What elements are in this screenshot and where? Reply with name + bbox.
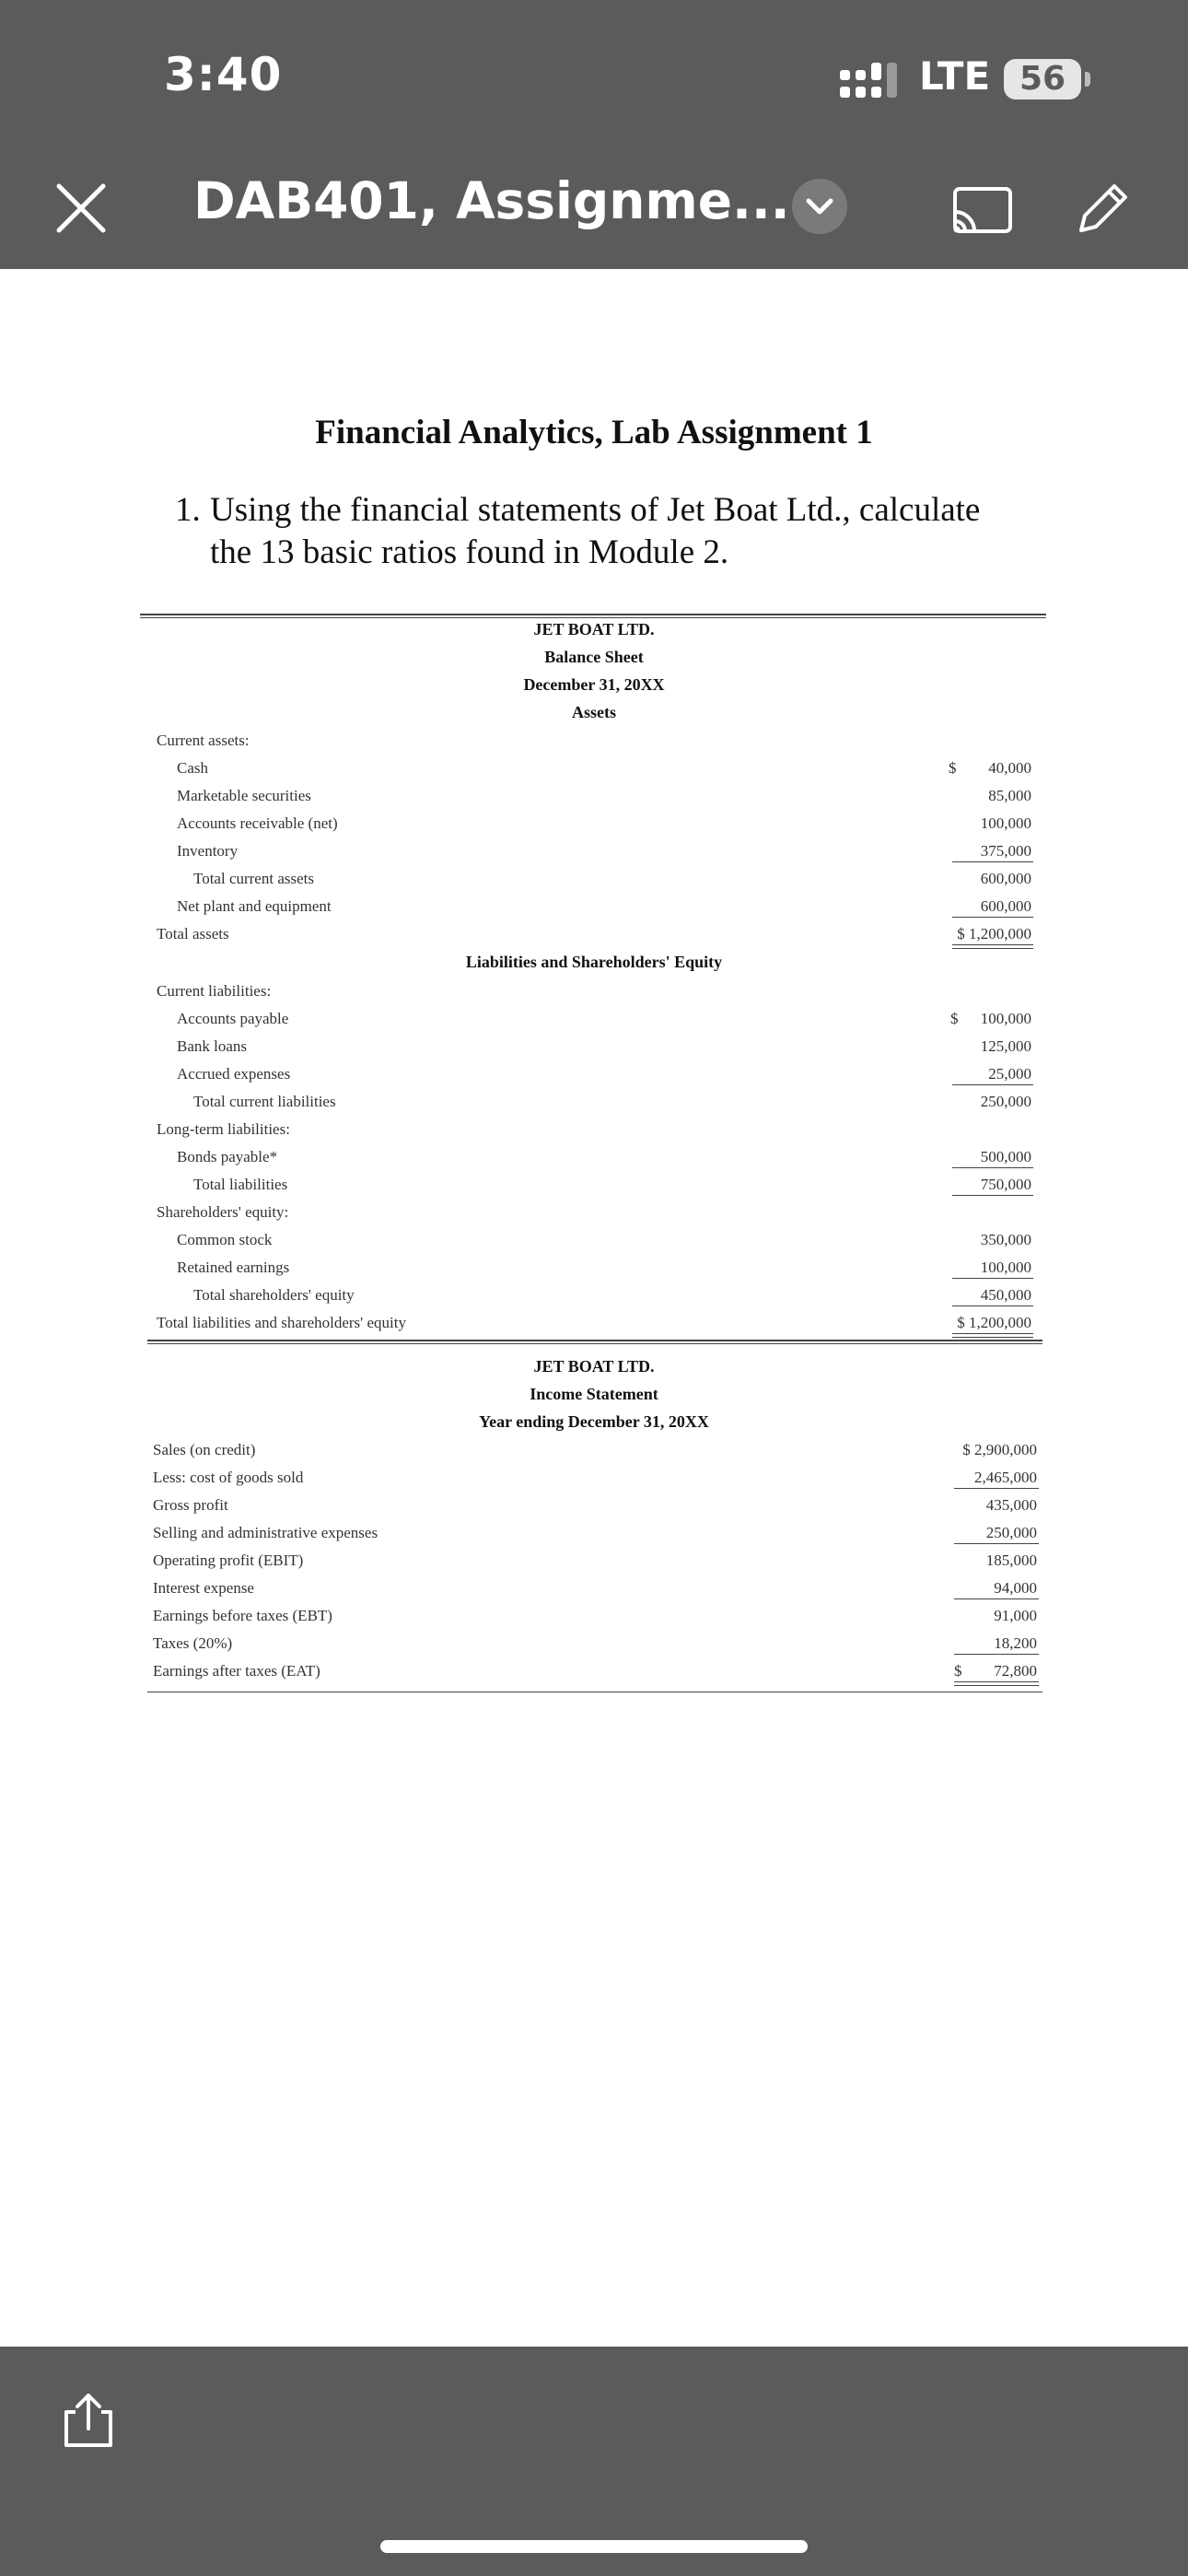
bs-row-value: $ 1,200,000 xyxy=(957,1314,1031,1331)
is-row-value: 2,465,000 xyxy=(974,1469,1037,1486)
edit-pencil-icon[interactable] xyxy=(1072,179,1133,240)
bs-row-label: Total current liabilities xyxy=(193,1093,336,1110)
document-page xyxy=(0,269,1188,2347)
bs-row-label: Cash xyxy=(177,759,208,777)
bs-row-value: 25,000 xyxy=(988,1065,1031,1083)
battery-icon xyxy=(1004,59,1081,100)
is-title: Income Statement xyxy=(530,1385,658,1403)
bs-row-value: 600,000 xyxy=(980,897,1031,915)
bs-row-value: 250,000 xyxy=(980,1093,1031,1110)
bs-row-label: Accrued expenses xyxy=(177,1065,291,1083)
subtotal-underline xyxy=(952,917,1033,918)
is-row-value: 250,000 xyxy=(985,1524,1037,1541)
network-type: LTE xyxy=(919,53,991,99)
bs-row-label: Total current assets xyxy=(193,870,314,887)
is-row-label: Earnings before taxes (EBT) xyxy=(153,1607,332,1624)
bs-row-label: Accounts payable xyxy=(177,1010,289,1027)
total-double-underline xyxy=(954,1685,1039,1686)
total-double-underline xyxy=(952,1333,1033,1334)
income-statement-top-rule-2 xyxy=(147,1343,1042,1344)
bs-row-value: 100,000 xyxy=(980,814,1031,832)
bs-row-label: Total liabilities and shareholders' equity xyxy=(157,1314,406,1331)
is-company: JET BOAT LTD. xyxy=(533,1357,655,1376)
chevron-down-icon[interactable] xyxy=(792,179,847,234)
is-row-value: $ 2,900,000 xyxy=(962,1441,1037,1458)
is-row-label: Earnings after taxes (EAT) xyxy=(153,1662,320,1680)
top-bar xyxy=(0,0,1188,269)
bs-title: Balance Sheet xyxy=(544,648,644,666)
is-row-label: Sales (on credit) xyxy=(153,1441,256,1458)
bs-row-label: Bonds payable* xyxy=(177,1148,278,1165)
bs-row-label: Current liabilities: xyxy=(157,982,272,1000)
subtotal-underline xyxy=(952,1195,1033,1196)
is-row-value: 435,000 xyxy=(985,1496,1037,1514)
total-double-underline xyxy=(952,944,1033,945)
subtotal-underline xyxy=(954,1488,1039,1489)
bs-row-value: 450,000 xyxy=(980,1286,1031,1304)
is-row-label: Gross profit xyxy=(153,1496,228,1514)
is-row-value: 185,000 xyxy=(985,1551,1037,1569)
is-row-label: Operating profit (EBIT) xyxy=(153,1551,304,1569)
share-icon[interactable] xyxy=(59,2390,118,2451)
bs-company: JET BOAT LTD. xyxy=(533,620,655,638)
bs-row-label: Bank loans xyxy=(177,1037,248,1055)
bs-row-value: 125,000 xyxy=(980,1037,1031,1055)
bs-row-value: 100,000 xyxy=(980,1010,1031,1027)
battery-level: 56 xyxy=(1019,60,1066,98)
close-icon[interactable] xyxy=(53,181,109,236)
subtotal-underline xyxy=(954,1654,1039,1655)
bs-assets-header: Assets xyxy=(572,703,616,721)
total-double-underline xyxy=(952,1337,1033,1338)
bs-row-label: Common stock xyxy=(177,1231,273,1248)
bs-row-value: 750,000 xyxy=(980,1176,1031,1193)
subtotal-underline xyxy=(954,1598,1039,1599)
status-time: 3:40 xyxy=(164,48,283,101)
bs-row-label: Total shareholders' equity xyxy=(193,1286,355,1304)
bs-row-label: Current assets: xyxy=(157,732,250,749)
bs-row-label: Accounts receivable (net) xyxy=(177,814,338,832)
bs-row-label: Inventory xyxy=(177,842,239,860)
document-title[interactable]: DAB401, Assignme... xyxy=(193,171,790,230)
subtotal-underline xyxy=(952,861,1033,862)
is-row-value: 18,200 xyxy=(994,1634,1037,1652)
document-heading: Financial Analytics, Lab Assignment 1 xyxy=(315,414,873,451)
is-row-value: 72,800 xyxy=(994,1662,1037,1680)
is-row-label: Taxes (20%) xyxy=(153,1634,233,1652)
bs-row-label: Total assets xyxy=(157,925,229,943)
subtotal-underline xyxy=(952,1278,1033,1279)
bs-row-label: Net plant and equipment xyxy=(177,897,332,915)
total-double-underline xyxy=(952,948,1033,949)
bs-date: December 31, 20XX xyxy=(523,675,665,694)
bs-row-label: Long-term liabilities: xyxy=(157,1120,290,1138)
total-double-underline xyxy=(954,1681,1039,1682)
bs-row-value: 375,000 xyxy=(980,842,1031,860)
question-number: 1. xyxy=(175,491,201,529)
is-period: Year ending December 31, 20XX xyxy=(479,1412,709,1431)
question-text-line1: Using the financial statements of Jet Boat Ltd., calculate xyxy=(210,491,981,529)
bs-row-label: Total liabilities xyxy=(193,1176,288,1193)
bs-row-value: 40,000 xyxy=(988,759,1031,777)
subtotal-underline xyxy=(954,1543,1039,1544)
battery-nub xyxy=(1085,72,1090,87)
bs-row-value: $ 1,200,000 xyxy=(957,925,1031,943)
bs-row-value: 500,000 xyxy=(980,1148,1031,1165)
question-text-line2: the 13 basic ratios found in Module 2. xyxy=(210,533,729,571)
bs-row-label: Marketable securities xyxy=(177,787,311,804)
is-row-value: 91,000 xyxy=(994,1607,1037,1624)
is-row-label: Selling and administrative expenses xyxy=(153,1524,379,1541)
is-row-label: Interest expense xyxy=(153,1579,254,1597)
home-indicator[interactable] xyxy=(380,2540,808,2553)
bs-row-value: 350,000 xyxy=(980,1231,1031,1248)
is-row-dollar: $ xyxy=(954,1662,962,1680)
is-row-label: Less: cost of goods sold xyxy=(153,1469,304,1486)
balance-sheet-top-rule xyxy=(140,614,1046,615)
bs-liabilities-header: Liabilities and Shareholders' Equity xyxy=(465,953,723,971)
cast-icon[interactable] xyxy=(952,184,1013,236)
bs-row-dollar: $ xyxy=(950,1010,959,1027)
bs-row-value: 85,000 xyxy=(988,787,1031,804)
subtotal-underline xyxy=(952,1084,1033,1085)
subtotal-underline xyxy=(952,1167,1033,1168)
income-statement-top-rule xyxy=(147,1340,1042,1341)
balance-sheet-top-rule-2 xyxy=(140,617,1046,618)
bs-row-label: Shareholders' equity: xyxy=(157,1203,289,1221)
cellular-signal-icon xyxy=(838,61,903,101)
bs-row-label: Retained earnings xyxy=(177,1259,290,1276)
bs-row-value: 600,000 xyxy=(980,870,1031,887)
bs-row-value: 100,000 xyxy=(980,1259,1031,1276)
bs-row-dollar: $ xyxy=(949,759,957,777)
is-row-value: 94,000 xyxy=(994,1579,1037,1597)
